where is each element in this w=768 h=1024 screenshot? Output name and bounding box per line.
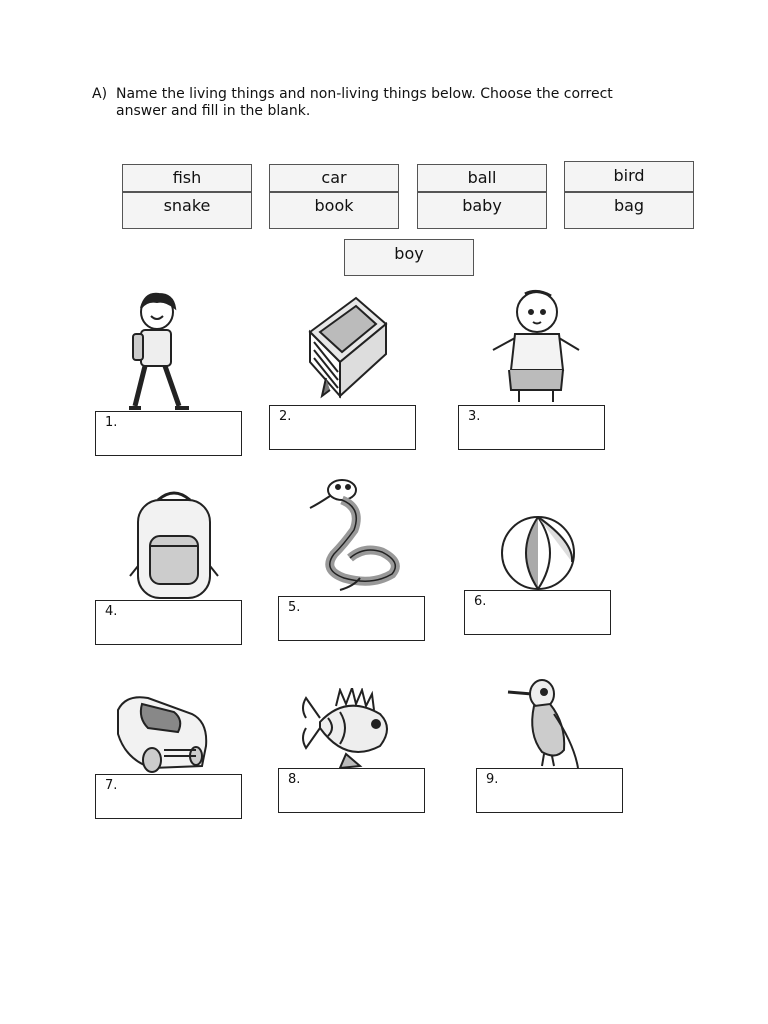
word-fish: fish xyxy=(122,164,252,192)
answer-box-2[interactable] xyxy=(269,405,416,450)
word-book: book xyxy=(269,192,399,229)
instruction-label: A) xyxy=(92,86,108,102)
answer-box-6[interactable] xyxy=(464,590,611,635)
answer-number-4: 4. xyxy=(105,604,118,619)
answer-number-5: 5. xyxy=(288,600,301,615)
word-ball: ball xyxy=(417,164,547,192)
answer-number-6: 6. xyxy=(474,594,487,609)
walking-boy-icon xyxy=(115,290,215,412)
instruction-line-2: answer and fill in the blank. xyxy=(116,103,311,119)
answer-box-5[interactable] xyxy=(278,596,425,641)
bird-icon xyxy=(506,674,586,770)
answer-box-1[interactable] xyxy=(95,411,242,456)
answer-box-9[interactable] xyxy=(476,768,623,813)
answer-box-4[interactable] xyxy=(95,600,242,645)
word-bird: bird xyxy=(564,161,694,192)
backpack-icon xyxy=(124,486,224,602)
answer-number-7: 7. xyxy=(105,778,118,793)
word-bag: bag xyxy=(564,192,694,229)
snake-icon xyxy=(304,478,404,596)
word-snake: snake xyxy=(122,192,252,229)
answer-number-8: 8. xyxy=(288,772,301,787)
answer-number-9: 9. xyxy=(486,772,499,787)
instruction xyxy=(92,86,613,120)
instruction-line-1: Name the living things and non-living things below. Choose the correct xyxy=(116,86,613,102)
word-boy: boy xyxy=(344,239,474,276)
answer-box-7[interactable] xyxy=(95,774,242,819)
fish-icon xyxy=(296,688,396,772)
answer-number-2: 2. xyxy=(279,409,292,424)
car-icon xyxy=(112,690,212,776)
book-icon xyxy=(296,292,392,404)
answer-box-8[interactable] xyxy=(278,768,425,813)
word-baby: baby xyxy=(417,192,547,229)
answer-number-1: 1. xyxy=(105,415,118,430)
answer-number-3: 3. xyxy=(468,409,481,424)
beach-ball-icon xyxy=(498,512,578,594)
word-car: car xyxy=(269,164,399,192)
answer-box-3[interactable] xyxy=(458,405,605,450)
baby-icon xyxy=(485,288,585,406)
